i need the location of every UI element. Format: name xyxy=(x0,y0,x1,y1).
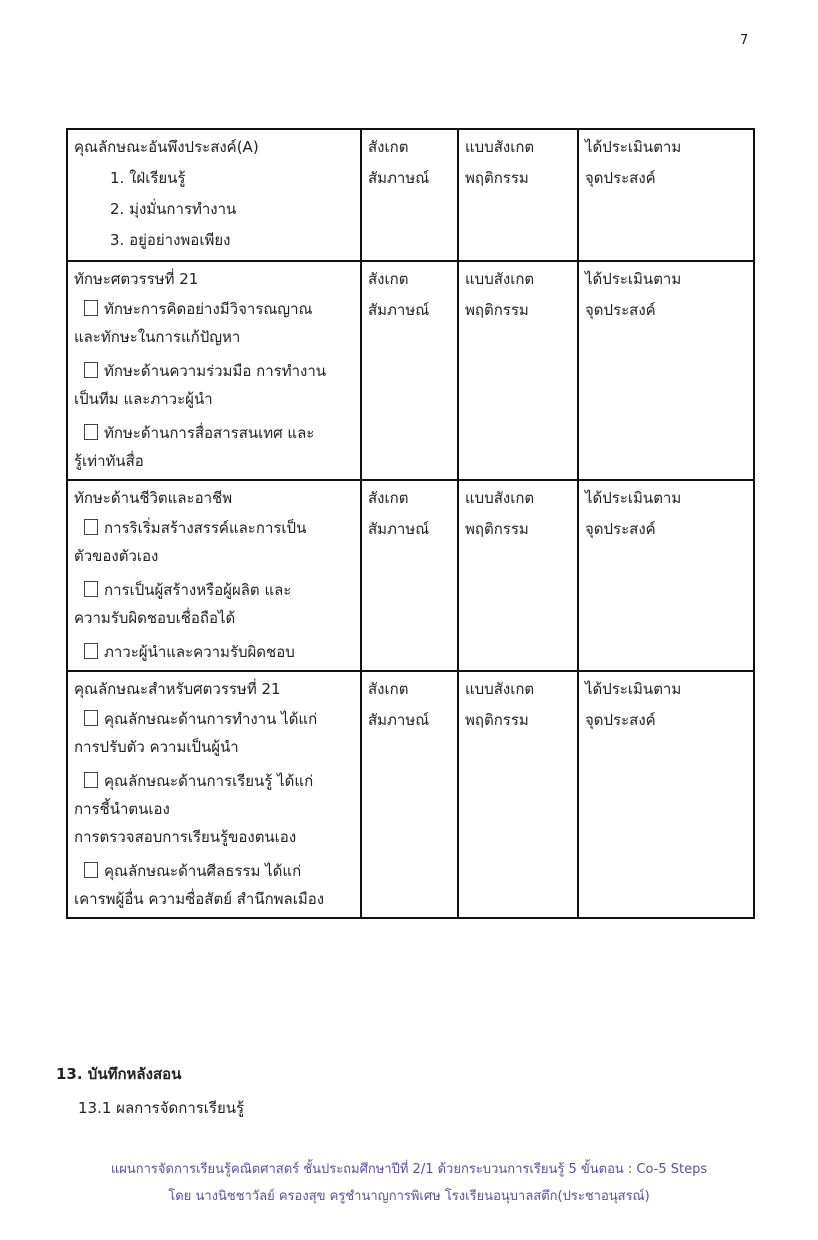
check-item-label: ทักษะการคิดอย่างมีวิจารณญาณ xyxy=(104,300,313,318)
tool-cell xyxy=(458,261,578,480)
subsection-heading: 13.1 ผลการจัดการเรียนรู้ xyxy=(78,1099,245,1117)
tool-text: พฤติกรรม xyxy=(465,301,529,319)
criteria-cell xyxy=(67,480,361,671)
criteria-text: จุดประสงค์ xyxy=(585,169,656,187)
method-text: สังเกต xyxy=(368,680,409,698)
criteria-result-cell xyxy=(578,671,754,918)
tool-text: พฤติกรรม xyxy=(465,711,529,729)
table-row xyxy=(67,671,754,918)
criteria-text: ได้ประเมินตาม xyxy=(585,138,682,156)
check-item-cont: เคารพผู้อื่น ความซื่อสัตย์ สำนึกพลเมือง xyxy=(74,890,325,908)
footer-line-1: แผนการจัดการเรียนรู้คณิตศาสตร์ ชั้นประถมศึกษาปีที่ 2/1 ด้วยกระบวนการเรียนรู้ 5 ขั้นตอน : Co-5 Steps xyxy=(110,1162,708,1177)
table-row xyxy=(67,129,754,261)
method-text: สัมภาษณ์ xyxy=(368,711,430,729)
list-item: 2. มุ่งมั่นการทำงาน xyxy=(110,200,237,218)
method-cell xyxy=(361,129,458,261)
criteria-cell xyxy=(67,671,361,918)
criteria-result-cell xyxy=(578,129,754,261)
criteria-text: จุดประสงค์ xyxy=(585,301,656,319)
tool-cell xyxy=(458,129,578,261)
check-item-cont: ความรับผิดชอบเชื่อถือได้ xyxy=(74,609,236,627)
criteria-text: จุดประสงค์ xyxy=(585,711,656,729)
check-item-label: คุณลักษณะด้านการทำงาน ได้แก่ xyxy=(104,710,318,728)
tool-text: แบบสังเกต xyxy=(465,680,535,698)
method-cell xyxy=(361,480,458,671)
checkbox-icon[interactable] xyxy=(84,710,98,726)
criteria-result-cell xyxy=(578,480,754,671)
check-item-label: ทักษะด้านความร่วมมือ การทำงาน xyxy=(104,362,327,380)
checkbox-icon[interactable] xyxy=(84,424,98,440)
check-item-label: การริเริ่มสร้างสรรค์และการเป็น xyxy=(104,519,307,537)
method-text: สังเกต xyxy=(368,270,409,288)
check-item-label: คุณลักษณะด้านการเรียนรู้ ได้แก่ xyxy=(104,772,314,790)
check-item-label: ภาวะผู้นำและความรับผิดชอบ xyxy=(104,643,295,661)
tool-text: พฤติกรรม xyxy=(465,520,529,538)
check-item-label: คุณลักษณะด้านศีลธรรม ได้แก่ xyxy=(104,862,302,880)
check-item-cont: เป็นทีม และภาวะผู้นำ xyxy=(74,390,213,408)
method-cell xyxy=(361,261,458,480)
tool-cell xyxy=(458,480,578,671)
criteria-result-cell xyxy=(578,261,754,480)
criteria-text: ได้ประเมินตาม xyxy=(585,680,682,698)
criteria-text: ได้ประเมินตาม xyxy=(585,489,682,507)
table-row xyxy=(67,261,754,480)
list-item: 3. อยู่อย่างพอเพียง xyxy=(110,231,231,249)
checkbox-icon[interactable] xyxy=(84,862,98,878)
assessment-table xyxy=(66,128,755,919)
method-text: สัมภาษณ์ xyxy=(368,301,430,319)
row-title: คุณลักษณะอันพึงประสงค์(A) xyxy=(74,138,259,156)
method-text: สัมภาษณ์ xyxy=(368,520,430,538)
tool-text: แบบสังเกต xyxy=(465,270,535,288)
check-item-cont: รู้เท่าทันสื่อ xyxy=(74,452,144,470)
row-title: ทักษะด้านชีวิตและอาชีพ xyxy=(74,489,233,507)
list-item: 1. ใฝ่เรียนรู้ xyxy=(110,169,186,187)
criteria-cell xyxy=(67,129,361,261)
page-number: 7 xyxy=(740,33,749,48)
check-item-cont: ตัวของตัวเอง xyxy=(74,547,159,565)
check-item-cont: การตรวจสอบการเรียนรู้ของตนเอง xyxy=(74,828,297,846)
tool-text: แบบสังเกต xyxy=(465,138,535,156)
tool-text: พฤติกรรม xyxy=(465,169,529,187)
checkbox-icon[interactable] xyxy=(84,519,98,535)
criteria-cell xyxy=(67,261,361,480)
criteria-text: จุดประสงค์ xyxy=(585,520,656,538)
criteria-text: ได้ประเมินตาม xyxy=(585,270,682,288)
checkbox-icon[interactable] xyxy=(84,643,98,659)
check-item-cont: การปรับตัว ความเป็นผู้นำ xyxy=(74,738,239,756)
row-title: ทักษะศตวรรษที่ 21 xyxy=(74,270,199,288)
section-heading: 13. บันทึกหลังสอน xyxy=(56,1065,182,1083)
tool-text: แบบสังเกต xyxy=(465,489,535,507)
check-item-cont: และทักษะในการแก้ปัญหา xyxy=(74,328,241,346)
row-title: คุณลักษณะสำหรับศตวรรษที่ 21 xyxy=(74,680,281,698)
method-text: สัมภาษณ์ xyxy=(368,169,430,187)
checkbox-icon[interactable] xyxy=(84,581,98,597)
tool-cell xyxy=(458,671,578,918)
method-cell xyxy=(361,671,458,918)
method-text: สังเกต xyxy=(368,138,409,156)
checkbox-icon[interactable] xyxy=(84,300,98,316)
checkbox-icon[interactable] xyxy=(84,362,98,378)
checkbox-icon[interactable] xyxy=(84,772,98,788)
check-item-label: การเป็นผู้สร้างหรือผู้ผลิต และ xyxy=(104,581,292,599)
check-item-cont: การชี้นำตนเอง xyxy=(74,800,170,818)
footer-line-2: โดย นางนิชชาวัลย์ ครองสุข ครูชำนาญการพิเศษ โรงเรียนอนุบาลสตึก(ประชาอนุสรณ์) xyxy=(168,1189,650,1204)
check-item-label: ทักษะด้านการสื่อสารสนเทศ และ xyxy=(104,424,315,442)
method-text: สังเกต xyxy=(368,489,409,507)
table-row xyxy=(67,480,754,671)
